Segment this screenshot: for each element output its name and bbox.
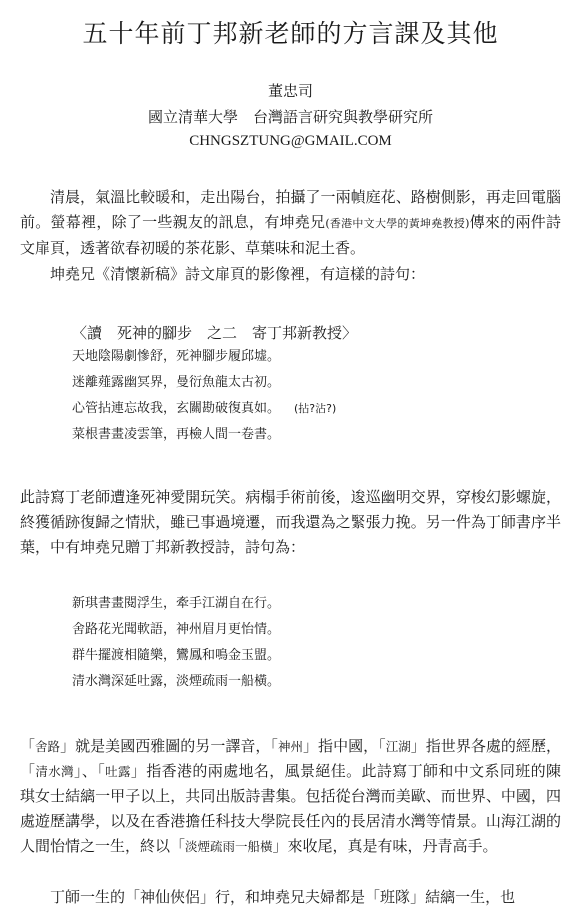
paragraph-1-note: (香港中文大學的黃坤堯教授) [325,217,470,230]
quote-term: 江湖 [385,739,411,754]
paragraph-4-text: 」指世界各處的經歷，「 [20,737,561,780]
author-affiliation: 國立清華大學 台灣語言研究與教學研究所 [147,108,433,126]
quote-term: 淡煙疏雨一船橫 [185,839,273,854]
paragraph-4-text: 」指香港的兩處地名，風景絕佳。此詩寫丁師和中文系同班的陳琪女士結縭一甲子以上，共同出版詩書集。包括從台灣而美歐、而世界、中國，四處遊歷講學，以及在香港擔任科技大學院長任內的長居清水灣等情景。山海江湖的人間怡情之一生，終以「 [20,762,561,855]
poem-1-line-text: 心管拈連忘故我，玄關勘破復真如。 [72,401,281,416]
quote-term: 清水灣 [35,764,74,779]
quote-term: 吐露 [105,764,131,779]
poem-1-line [72,396,336,422]
poem-1-note: (拈?沾?) [294,402,337,415]
paragraph-1-text-b: 傳來的兩件詩文扉頁，透著欲春初暖的茶花影、草葉味和泥土香。 [20,213,561,257]
quote-term: 神仙俠侶 [140,888,201,906]
poem-2 [72,591,280,695]
paragraph-5-text: 」結縭一生，也 [410,888,516,906]
paragraph-1 [20,185,561,261]
paragraph-4-text: 」指中國，「 [303,737,386,755]
author-email[interactable]: CHNGSZTUNG@GMAIL.COM [189,133,392,149]
poem-2-line: 清水灣深延吐露，淡煙疏雨一船橫。 [72,674,281,689]
poem-1 [72,344,336,448]
paragraph-5-text: 」行，和坤堯兄夫婦都是「 [200,888,381,906]
page-title: 五十年前丁邦新老師的方言課及其他 [82,19,499,48]
poem-2-line: 新琪書畫閱浮生，牽手江湖自在行。 [72,596,281,611]
quote-term: 舍路 [35,739,61,754]
poem-1-line: 天地陰陽劇慘舒，死神腳步履邱墟。 [72,349,281,364]
author-name: 董忠司 [267,82,313,100]
paragraph-4-text: 」來收尾，真是有味，丹青高手。 [272,837,498,855]
paragraph-3: 此詩寫丁老師遭逢死神愛開玩笑。病榻手術前後，逡巡幽明交界，穿梭幻影螺旋，終獲循跡復歸之情狀，雖已事過境遷，而我還為之緊張力挽。另一件為丁師書序半葉，中有坤堯兄贈丁邦新教授詩，詩句為： [20,488,561,556]
paragraph-5 [20,885,561,910]
poem-1-line: 菜根書畫凌雲筆，再檢人間一卷書。 [72,427,281,442]
paragraph-2: 坤堯兄《清懷新稿》詩文扉頁的影像裡，有這樣的詩句： [50,265,426,283]
poem-1-heading: 〈讀 死神的腳步 之二 寄丁邦新教授〉 [72,324,358,342]
paragraph-4: 「舍路」就是美國西雅圖的另一譯音，「神州」指中國，「江湖」指世界各處的經歷，「清水灣」、「吐露」指香港的兩處地名，風景絕佳。此詩寫丁師和中文系同班的陳琪女士結縭一甲子以上，共同出版詩書集。包括從台灣而美歐、而世界、中國，四處遊歷講學，以及在香港擔任科技大學院長任內的長居清水灣等情景。山海江湖的人間怡情之一生，終以「淡煙疏雨一船橫」來收尾，真是有味，丹青高手。 [20,737,561,855]
quote-term: 神州 [277,739,304,754]
paragraph-4-text: 」就是美國西雅圖的另一譯音，「 [60,737,278,755]
quote-term: 班隊 [380,888,411,906]
paragraph-1-text-a: 清晨，氣溫比較暖和，走出陽台，拍攝了一兩幀庭花、路樹側影，再走回電腦前。螢幕裡，除了一些親友的訊息，有坤堯兄 [20,188,561,231]
poem-1-line: 迷離薤露幽冥界，曼衍魚龍太古初。 [72,375,281,390]
poem-2-line: 群牛擺渡相隨樂，鸞鳳和鳴金玉盟。 [72,648,281,663]
poem-2-line: 舍路花光聞軟語，神州眉月更怡情。 [72,622,281,637]
paragraph-5-text: 丁師一生的「 [50,888,141,906]
paragraph-4-text: 」、「 [74,762,106,780]
